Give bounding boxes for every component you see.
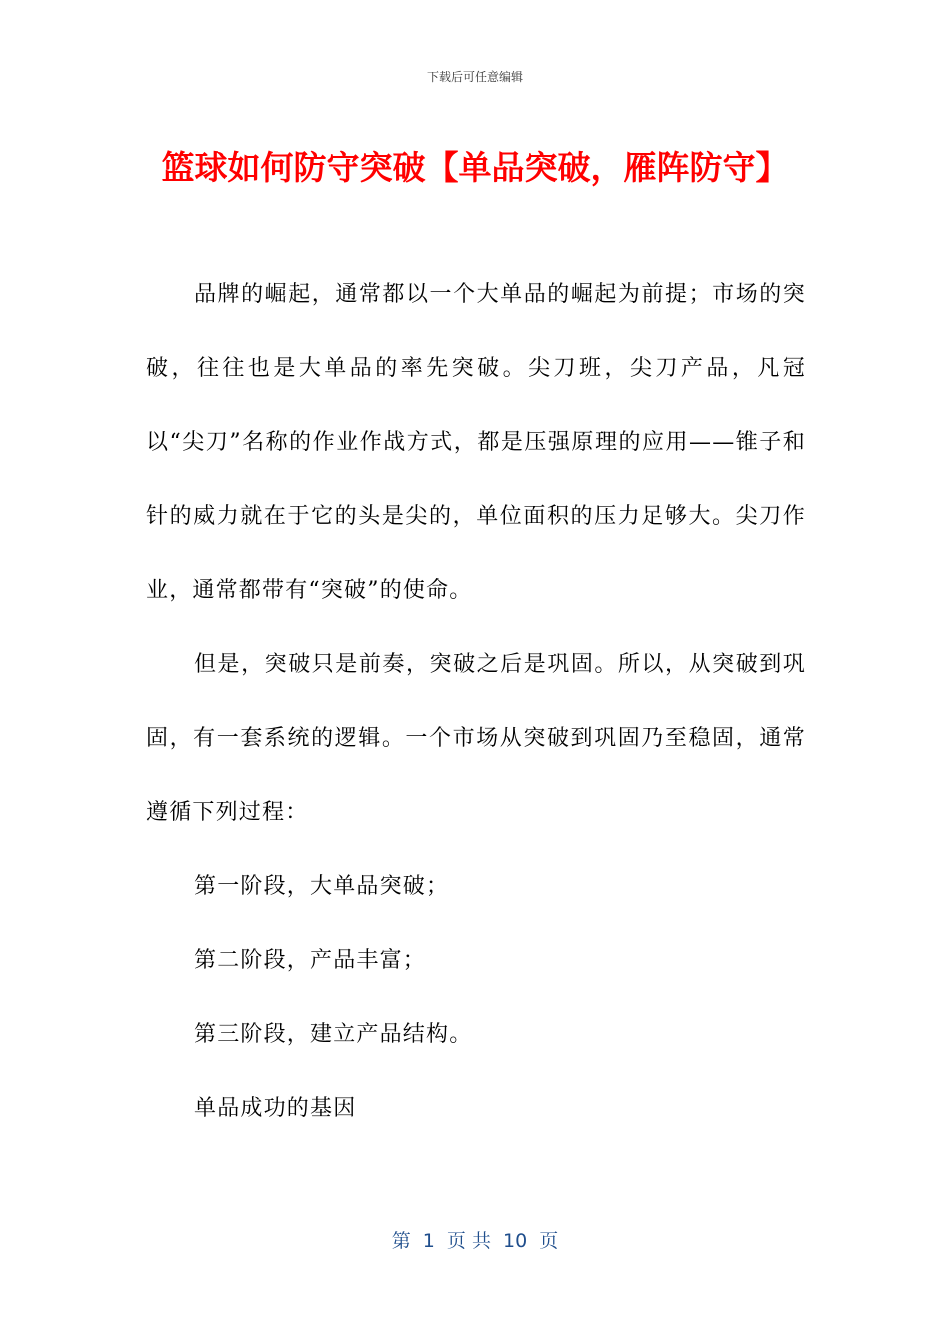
paragraph-consolidation: 但是，突破只是前奏，突破之后是巩固。所以，从突破到巩固，有一套系统的逻辑。一个市场从突破到巩固乃至稳固，通常遵循下列过程： bbox=[146, 652, 806, 825]
paragraph-stage-one: 第一阶段，大单品突破； bbox=[194, 874, 450, 899]
paragraph-stage-three: 第三阶段，建立产品结构。 bbox=[194, 1022, 473, 1047]
paragraph-stage-two: 第二阶段，产品丰富； bbox=[194, 948, 427, 973]
header-note: 下载后可任意编辑 bbox=[426, 70, 523, 84]
document-body bbox=[146, 258, 806, 1146]
page-number-footer: 第 1 页 共 10 页 bbox=[391, 1230, 559, 1252]
document-title: 篮球如何防守突破【单品突破，雁阵防守】 bbox=[161, 148, 789, 187]
paragraph-intro: 品牌的崛起，通常都以一个大单品的崛起为前提；市场的突破，往往也是大单品的率先突破。尖刀班，尖刀产品，凡冠以“尖刀”名称的作业作战方式，都是压强原理的应用——锥子和针的威力就在于它的头是尖的，单位面积的压力足够大。尖刀作业，通常都带有“突破”的使命。 bbox=[146, 282, 806, 603]
section-heading-gene: 单品成功的基因 bbox=[194, 1096, 357, 1121]
